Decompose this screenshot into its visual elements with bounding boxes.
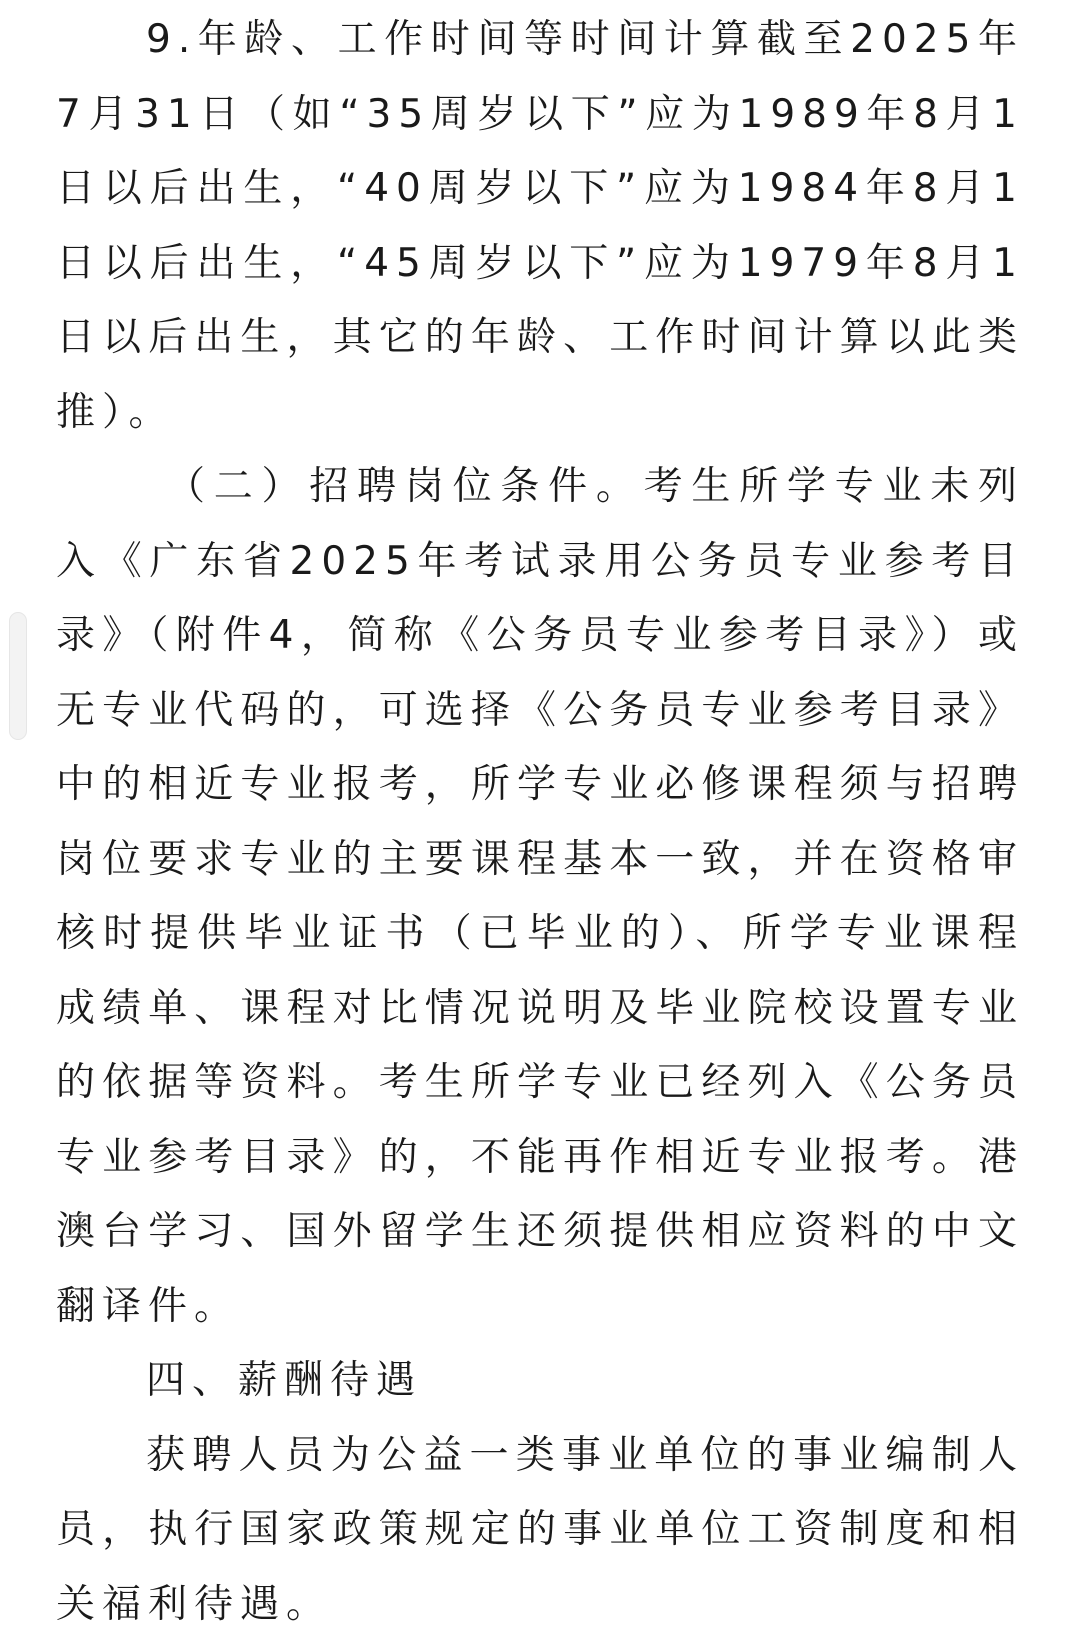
- paragraph-position-requirements: （二）招聘岗位条件。考生所学专业未列入《广东省2025年考试录用公务员专业参考目录》（附件4，简称《公务员专业参考目录》）或无专业代码的，可选择《公务员专业参考目录》中的相近专业报考，所学专业必修课程须与招聘岗位要求专业的主要课程基本一致，并在资格审核时提供毕业证书（已毕业的）、所学专业课程成绩单、课程对比情况说明及毕业院校设置专业的依据等资料。考生所学专业已经列入《公务员专业参考目录》的，不能再作相近专业报考。港澳台学习、国外留学生还须提供相应资料的中文翻译件。: [56, 450, 1024, 1344]
- document-body: [56, 0, 1024, 1642]
- section-heading-salary: 四、薪酬待遇: [56, 1344, 1024, 1419]
- paragraph-age-calculation: 9.年龄、工作时间等时间计算截至2025年7月31日（如“35周岁以下”应为1989年8月1日以后出生，“40周岁以下”应为1984年8月1日以后出生，“45周岁以下”应为1979年8月1日以后出生，其它的年龄、工作时间计算以此类推）。: [56, 3, 1024, 450]
- paragraph-salary-benefits: 获聘人员为公益一类事业单位的事业编制人员，执行国家政策规定的事业单位工资制度和相关福利待遇。: [56, 1419, 1024, 1642]
- scroll-indicator[interactable]: [9, 612, 27, 740]
